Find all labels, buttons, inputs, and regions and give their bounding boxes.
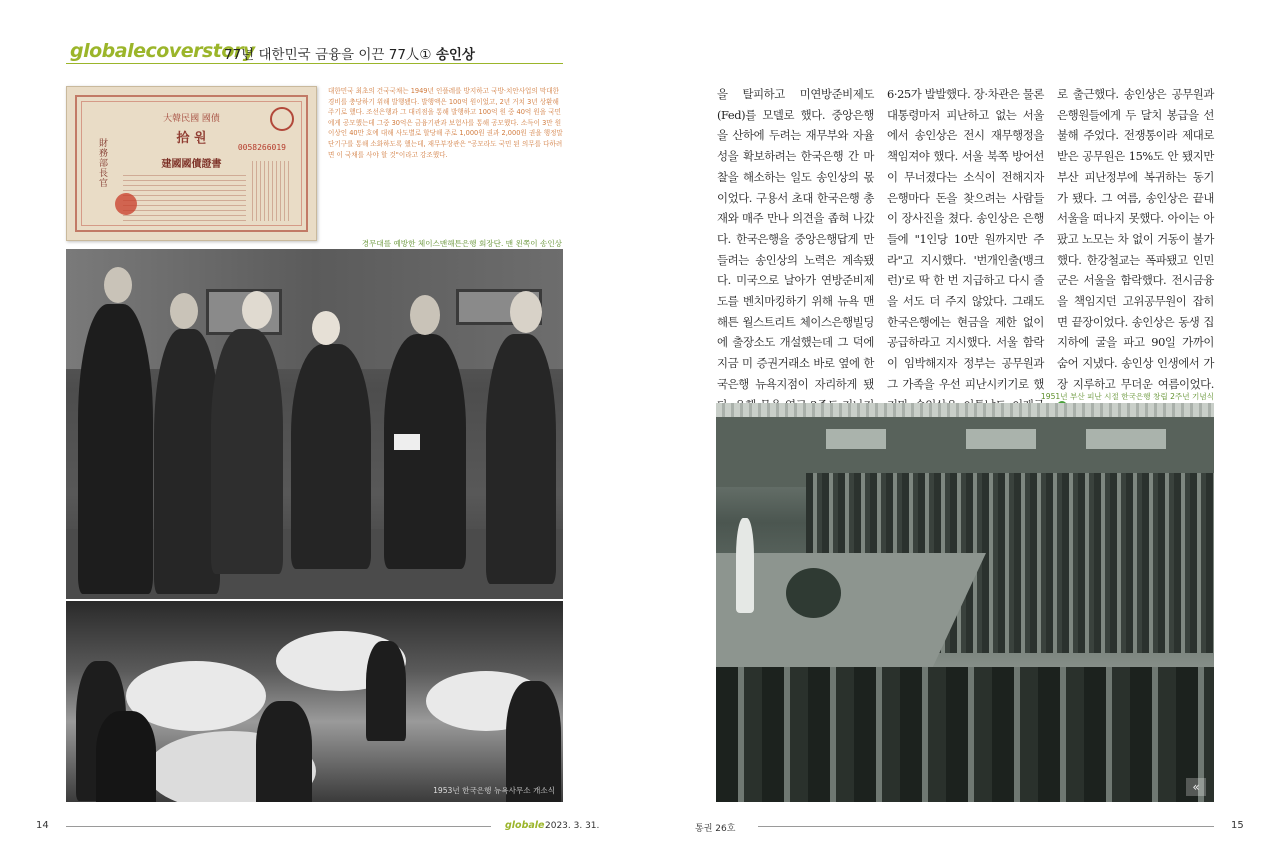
guest-2 (96, 711, 156, 802)
page-number-left: 14 (36, 820, 49, 831)
guest-3 (256, 701, 312, 802)
photo2-caption: 1953년 한국은행 뉴욕사무소 개소식 (433, 786, 555, 795)
bond-serial: 0058266019 (237, 143, 286, 152)
photo3-audience (716, 667, 1214, 802)
article-column-3-text: 로 출근했다. 송인상은 공무원과 은행원들에게 두 달치 봉급을 선불해 주었다. 전쟁통이라 제대로 받은 공무원은 15%도 안 됐지만 부산 피난정부에 복귀하는 동기가 됐다. 그 여름, 송인상은 끝내 서울을 떠나지 못했다. 아이는 아팠고 노모는 차 없이 거동이 불가했다. 한강철교는 폭파됐고 인민군은 서울을 함락했다. 전시금융을 책임지던 고위공무원이 잡히면 끝장이었다. 송인상은 동생 집 지하에 굴을 파고 90일 가까이 숨어 지냈다. 송인상 인생에서 가장 지루하고 무더운 여름이었다. (1057, 87, 1214, 391)
photo-new-york-office-opening (66, 601, 563, 802)
photo3-roof (716, 403, 1214, 417)
photo3-window-1 (826, 429, 886, 449)
person-6-head (510, 291, 542, 333)
person-1 (78, 304, 153, 594)
bond-name-text: 建國國債證書 (161, 159, 222, 170)
bond-stamp (270, 107, 294, 131)
series-title (224, 43, 475, 63)
scroll-back-icon[interactable]: « (1186, 778, 1206, 796)
person-5-head (410, 295, 440, 335)
bond-top-text: 大韓民國 國債 (163, 114, 220, 124)
header-divider (66, 63, 563, 64)
bond-side-text: 財務部長官 (99, 139, 109, 189)
person-name: 송인상 (435, 47, 475, 63)
bond-fine-print-right (252, 161, 290, 221)
photo3-window-2 (966, 429, 1036, 449)
article-column-2: 6·25가 발발했다. 장·차관은 물론 대통령마저 피난하고 없는 서울에서 송인상은 전시 재무행정을 책임져야 했다. 서울 북쪽 방어선이 무너졌다는 소식이 전해지자 은행마다 돈을 찾으려는 사람들이 장사진을 쳤다. 송인상은 은행들에 "1인당 10만 원까지만 주라"고 지시했다. '번개인출(뱅크런)'로 딱 한 번 지급하고 다시 줄을 서도 더 주지 않았다. 그래도 한국은행에는 현금을 제한 없이 공급하라고 지시했다. 서울 함락이 임박해지자 정부는 공무원과 그 가족을 우선 피난시키기로 했 (887, 87, 1044, 391)
person-4-head (312, 311, 340, 345)
photo3-caption: 1951년 부산 피난 시절 한국은행 창립 2주년 기념식 (1040, 392, 1214, 401)
bond-certificate-image (66, 86, 317, 241)
photo3-speaker (736, 518, 754, 613)
envelope (394, 434, 420, 450)
page-number-right: 15 (1231, 820, 1244, 831)
footer-line-right (758, 826, 1214, 827)
footer-brand: globale (505, 820, 545, 831)
bond-main-text: 拾 원 (176, 131, 207, 146)
bond-fine-print (123, 175, 246, 225)
footer-issue: 통권 26호 (695, 824, 736, 834)
person-6 (486, 334, 556, 584)
photo3-window-3 (1086, 429, 1166, 449)
article-column-1: 을 탈피하고 미연방준비제도(Fed)를 모델로 했다. 중앙은행을 산하에 두려는 재무부와 자율성을 확보하려는 한국은행 간 마찰을 해소하는 일도 송인상의 몫이었다. 구용서 초대 한국은행 총재와 매주 만나 의견을 좁혀 나갔다. 한국은행을 중앙은행답게 만들려는 송인상의 노력은 계속됐다. 미국으로 날아가 연방준비제도를 벤치마킹하기 위해 뉴욕 맨해튼 월스트리트 체이스은행빌딩에 출장소도 개설했는데 그 덕에 지금 미 증권거래소 바로 옆에 한국은행 뉴욕지점이 자리하게 됐 (717, 87, 874, 391)
brand-globale: globale (70, 40, 146, 62)
photo3-plant (786, 568, 841, 618)
photo-busan-anniversary-ceremony (716, 403, 1214, 802)
bond-seal (115, 193, 137, 215)
photo-chase-bank-visit (66, 249, 563, 599)
person-3 (211, 329, 283, 574)
footer-line-left (66, 826, 491, 827)
series-title-text: 77년 대한민국 금융을 이끈 77人① (224, 47, 432, 63)
article-column-3 (1057, 84, 1214, 415)
footer-date: 2023. 3. 31. (545, 821, 600, 831)
person-3-head (242, 291, 272, 329)
person-5 (384, 334, 466, 569)
brand-coverstory: coverstory (145, 40, 255, 62)
photo1-caption: 경무대를 예방한 체이스맨해튼은행 회장단. 맨 왼쪽이 송인상 (361, 239, 562, 248)
person-1-head (104, 267, 132, 303)
bond-caption: 대한민국 최초의 건국국채는 1949년 인플레를 방지하고 국방·치안사업의 막대한 경비를 충당하기 위해 발행됐다. 발행액은 100억 원이었고, 2년 거치 3년 상환해주기로 했다. 조선은행과 그 대리점을 통해 발행하고 100억 원 중 40억 원을 국민에게 공모했는데 그중 30억은 금융기관과 보험사를 통해 공모했다. 소득이 3만 원 이상인 40만 호에 대해 사도별로 할당해 주로 1,000원 권과 2,000원 권을 행정말단기구를 통해 소화하도록 했는데, 재무부장관은 "공모라도 국민 된 의무를 다하려면 이 국채를 사야 할 것"이라고 강조했다. (328, 87, 563, 159)
bond-border (75, 95, 308, 232)
person-4 (291, 344, 371, 569)
guest-5 (506, 681, 561, 802)
guest-4 (366, 641, 406, 741)
person-2-head (170, 293, 198, 329)
